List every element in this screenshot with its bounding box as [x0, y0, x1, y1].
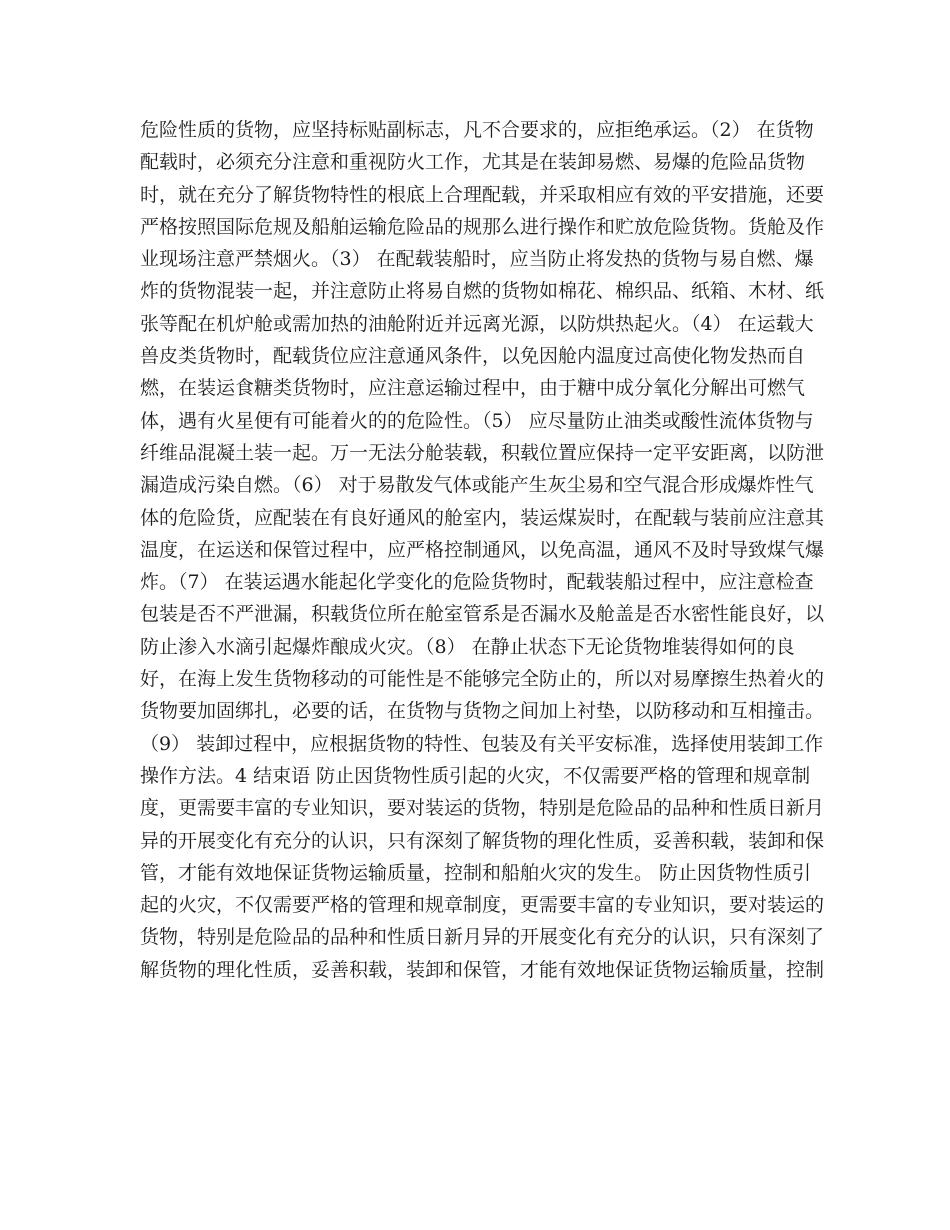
text-line: 炸。（7） 在装运遇水能起化学变化的危险货物时，配载装船过程中，应注意检查 [140, 571, 814, 594]
text-line: 货物，特别是危险品的品种和性质日新月异的开展变化有充分的认识，只有深刻了 [140, 926, 825, 949]
text-line: 漏造成污染自燃。（6） 对于易散发气体或能产生灰尘易和空气混合形成爆炸性气 [140, 474, 814, 497]
text-line: 配载时，必须充分注意和重视防火工作，尤其是在装卸易燃、易爆的危险品货物 [140, 151, 806, 174]
text-line: 货物要加固绑扎，必要的话，在货物与货物之间加上衬垫，以防移动和互相撞击。 [140, 700, 825, 723]
text-line: 操作方法。4 结束语 防止因货物性质引起的火灾，不仅需要严格的管理和规章制 [140, 764, 811, 787]
text-line: 炸的货物混装一起，并注意防止将易自燃的货物如棉花、棉织品、纸箱、木材、纸 [140, 280, 825, 303]
text-line: 体，遇有火星便有可能着火的的危险性。（5） 应尽量防止油类或酸性流体货物与 [140, 409, 814, 432]
text-line: 体的危险货，应配装在有良好通风的舱室内，装运煤炭时，在配载与装前应注意其 [140, 506, 825, 529]
text-line: 异的开展变化有充分的认识，只有深刻了解货物的理化性质，妥善积载，装卸和保 [140, 829, 825, 852]
text-line: 业现场注意严禁烟火。（3） 在配载装船时，应当防止将发热的货物与易自燃、爆 [140, 248, 814, 271]
text-line: 纤维品混凝土装一起。万一无法分舱装载，积载位置应保持一定平安距离，以防泄 [140, 441, 825, 464]
text-line: 起的火灾，不仅需要严格的管理和规章制度，更需要丰富的专业知识，要对装运的 [140, 894, 825, 917]
text-line: 包装是否不严泄漏，积载货位所在舱室管系是否漏水及舱盖是否水密性能良好，以 [140, 603, 825, 626]
text-line: （9） 装卸过程中，应根据货物的特性、包装及有关平安标准，选择使用装卸工作 [140, 732, 824, 755]
text-line: 管，才能有效地保证货物运输质量，控制和船舶火灾的发生。 防止因货物性质引 [140, 861, 812, 884]
text-line: 时，就在充分了解货物特性的根底上合理配载，并采取相应有效的平安措施，还要 [140, 183, 825, 206]
text-line: 严格按照国际危规及船舶运输危险品的规那么进行操作和贮放危险货物。货舱及作 [140, 215, 825, 238]
text-line: 度，更需要丰富的专业知识，要对装运的货物，特别是危险品的品种和性质日新月 [140, 797, 825, 820]
text-line: 燃，在装运食糖类货物时，应注意运输过程中，由于糖中成分氧化分解出可燃气 [140, 377, 806, 400]
text-line: 好，在海上发生货物移动的可能性是不能够完全防止的，所以对易摩擦生热着火的 [140, 668, 825, 691]
text-line: 解货物的理化性质，妥善积载，装卸和保管，才能有效地保证货物运输质量，控制 [140, 958, 825, 981]
text-line: 温度，在运送和保管过程中，应严格控制通风，以免高温，通风不及时导致煤气爆 [140, 538, 825, 561]
text-line: 防止渗入水滴引起爆炸酿成火灾。（8） 在静止状态下无论货物堆装得如何的良 [140, 635, 795, 658]
text-line: 张等配在机炉舱或需加热的油舱附近并远离光源，以防烘热起火。（4） 在运载大 [140, 312, 814, 335]
body-text [140, 114, 825, 986]
text-line: 兽皮类货物时，配载货位应注意通风条件，以免因舱内温度过高使化物发热而自 [140, 345, 806, 368]
text-line: 危险性质的货物，应坚持标贴副标志，凡不合要求的，应拒绝承运。（2） 在货物 [140, 119, 814, 141]
